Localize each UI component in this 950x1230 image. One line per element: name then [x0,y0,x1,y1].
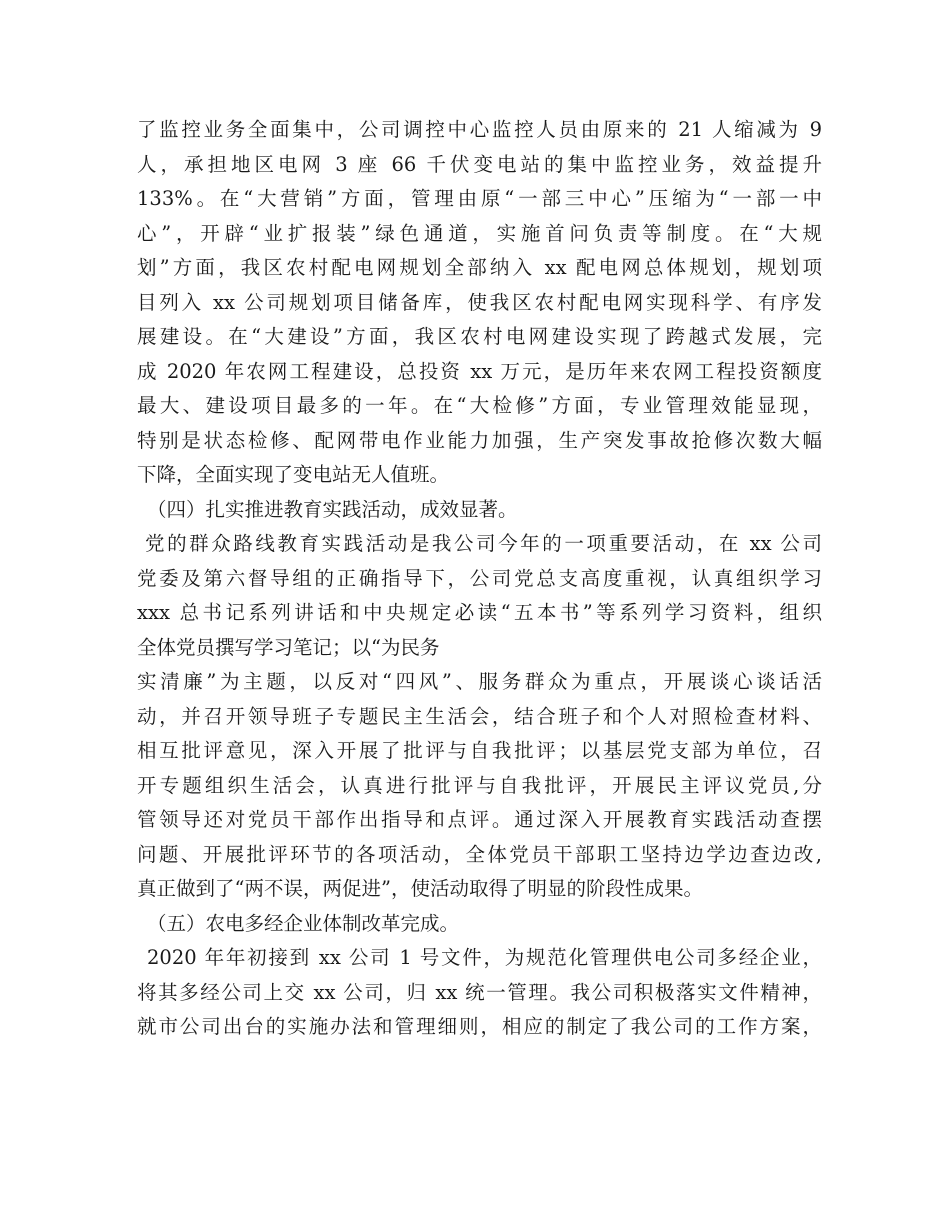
text-line: 133%。在“大营销”方面，管理由原“一部三中心”压缩为“一部一中 [137,187,822,210]
document-body [137,113,822,1045]
text-line: 实清廉”为主题，以反对“四风”、服务群众为重点，开展谈心谈话活 [137,670,822,693]
text-line: 全体党员撰写学习笔记；以“为民务 [137,635,440,659]
text-line: 下降，全面实现了变电站无人值班。 [137,463,450,486]
text-line: 人，承担地区电网 3 座 66 千伏变电站的集中监控业务，效益提升 [137,152,822,176]
text-line: 相互批评意见，深入开展了批评与自我批评；以基层党支部为单位，召 [137,739,822,762]
text-line: 问题、开展批评环节的各项活动，全体党员干部职工坚持边学边查边改, [137,842,822,866]
text-line: 心”，开辟“业扩报装”绿色通道，实施首问负责等制度。在“大规 [137,221,822,245]
text-line: 党的群众路线教育实践活动是我公司今年的一项重要活动，在 xx 公司 [145,532,822,555]
text-line: 最大、建设项目最多的一年。在“大检修”方面，专业管理效能显现， [137,394,822,417]
text-line: 管领导还对党员干部作出指导和点评。通过深入开展教育实践活动查摆 [137,808,822,831]
text-line: 了监控业务全面集中，公司调控中心监控人员由原来的 21 人缩减为 9 [137,118,822,141]
text-line: 成 2020 年农网工程建设，总投资 xx 万元，是历年来农网工程投资额度 [137,359,822,383]
text-line: 开专题组织生活会，认真进行批评与自我批评，开展民主评议党员,分 [137,773,822,797]
text-line: 展建设。在“大建设”方面，我区农村电网建设实现了跨越式发展，完 [137,325,822,348]
text-line: 真正做到了“两不误，两促进”，使活动取得了明显的阶段性成果。 [137,877,703,900]
text-line: 特别是状态检修、配网带电作业能力加强，生产突发事故抢修次数大幅 [137,428,822,452]
text-line: 就市公司出台的实施办法和管理细则，相应的制定了我公司的工作方案， [137,1015,822,1038]
text-line: 目列入 xx 公司规划项目储备库，使我区农村配电网实现科学、有序发 [137,290,822,314]
text-line: 党委及第六督导组的正确指导下，公司党总支高度重视，认真组织学习 [137,566,822,590]
text-line: （四）扎实推进教育实践活动，成效显著。 [147,497,518,521]
text-line: 动，并召开领导班子专题民主生活会，结合班子和个人对照检查材料、 [137,704,822,728]
text-line: 划”方面，我区农村配电网规划全部纳入 xx 配电网总体规划，规划项 [137,256,822,279]
text-line: 将其多经公司上交 xx 公司，归 xx 统一管理。我公司积极落实文件精神， [137,980,822,1004]
text-line: xxx 总书记系列讲话和中央规定必读“五本书”等系列学习资料，组织 [137,601,822,624]
text-line: 2020 年年初接到 xx 公司 1 号文件，为规范化管理供电公司多经企业， [147,946,822,969]
text-line: （五）农电多经企业体制改革完成。 [147,911,460,935]
